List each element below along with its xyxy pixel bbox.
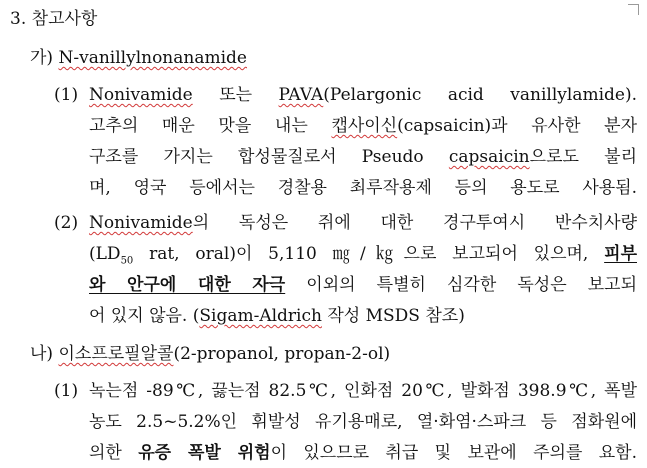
item-na-title: 이소프로필알콜 — [58, 344, 174, 364]
section-title: 참고사항 — [31, 9, 98, 29]
item-ga-1-line-4: 며, 영국 등에서는 경찰용 최루작용제 등의 용도로 사용됨. — [89, 178, 637, 198]
item-na-marker: 나) — [30, 344, 54, 364]
item-ga-heading — [30, 45, 247, 71]
item-ga-2-line-4: 어 있지 않음. (Sigam-Aldrich 작성 MSDS 참조) — [89, 306, 465, 326]
item-ga-title: N-vanillylnonanamide — [58, 48, 247, 68]
item-na-1-line-3: 의한 유증 폭발 위험이 있으므로 취급 및 보관에 주의를 요함. — [89, 443, 638, 463]
item-ga-2-line-2: ($LD_{50}$ rat, oral)이 5,110 ㎎/㎏으로 보고되어 있으며, 피부 — [89, 244, 637, 267]
item-na-heading — [30, 341, 390, 367]
item-na-1-line-1: 녹는점 -89℃, 끓는점 82.5℃, 인화점 20℃, 발화점 398.9℃, 폭발 — [89, 381, 637, 401]
item-na-1-line-2: 농도 2.5~5.2%인 휘발성 유기용매로, 열·화염·스파크 등 점화원에 — [89, 412, 637, 432]
item-ga-1-line-1: Nonivamide 또는 PAVA(Pelargonic acid vanillylamide). — [89, 85, 637, 105]
item-ga-marker: 가) — [30, 48, 54, 68]
item-ga-2-marker: (2) — [54, 213, 79, 233]
item-ga-1-marker: (1) — [54, 85, 79, 105]
item-ga-2-line-3: 와 안구에 대한 자극 이외의 특별히 심각한 독성은 보고되 — [89, 275, 637, 295]
section-heading — [10, 6, 97, 32]
item-ga-1-line-2: 고추의 매운 맛을 내는 캡사이신(capsaicin)과 유사한 분자 — [89, 116, 637, 136]
section-number: 3. — [10, 9, 27, 29]
page-corner-mark — [628, 4, 639, 15]
item-na-1-marker: (1) — [54, 381, 79, 401]
item-ga-2-line-1: Nonivamide의 독성은 쥐에 대한 경구투여시 반수치사량 — [89, 213, 637, 233]
item-na-title-paren: (2-propanol, propan-2-ol) — [173, 344, 391, 364]
item-ga-1-line-3: 구조를 가지는 합성물질로서 Pseudo capsaicin으로도 불리 — [89, 147, 637, 167]
